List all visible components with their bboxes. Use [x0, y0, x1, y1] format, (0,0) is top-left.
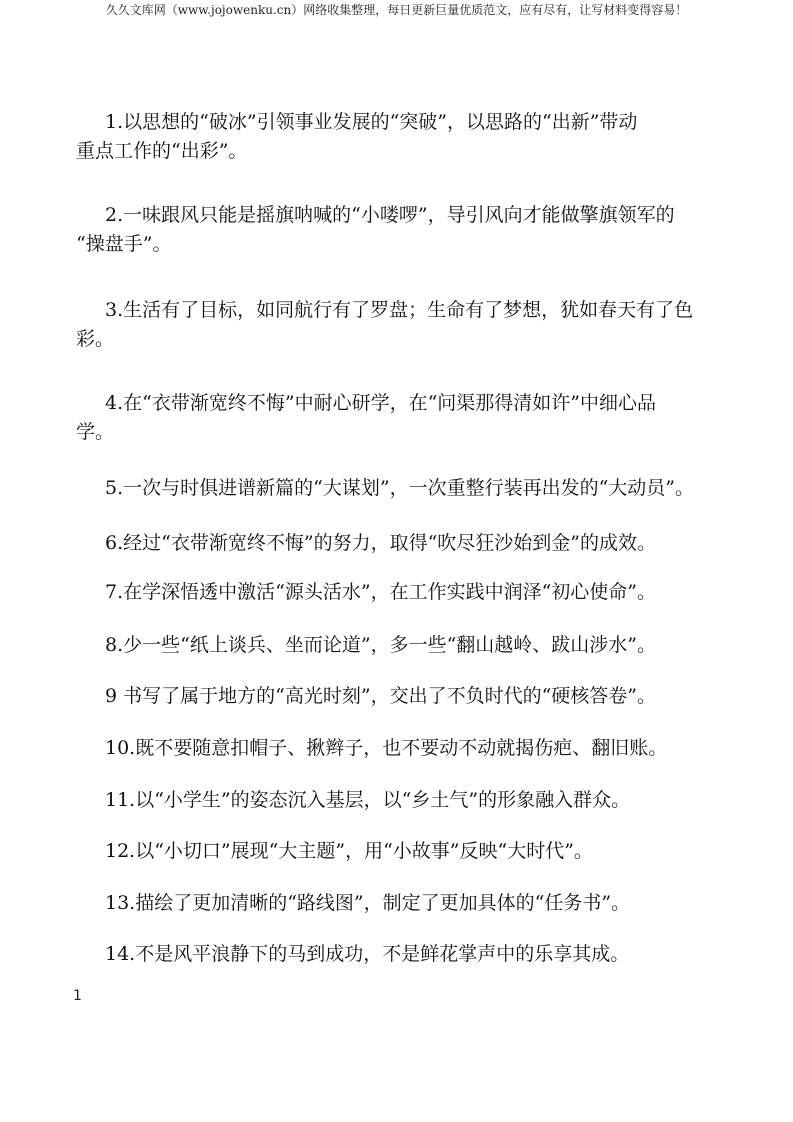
item-line-1 — [76, 296, 726, 325]
item-text: 少一些“纸上谈兵、坐而论道”，多一些“翻山越岭、跋山涉水”。 — [123, 634, 656, 656]
item-text: 在学深悟透中激活“源头活水”，在工作实践中润泽“初心使命”。 — [123, 581, 656, 603]
list-item-6 — [76, 529, 726, 558]
list-item-4 — [76, 389, 726, 447]
list-item-3 — [76, 296, 726, 354]
item-text: 描绘了更加清晰的“路线图”，制定了更加具体的“任务书”。 — [135, 892, 631, 914]
item-text: 以“小切口”展现“大主题”，用“小故事”反映“大时代”。 — [135, 840, 593, 862]
item-line-1 — [76, 108, 726, 137]
list-item-1 — [76, 108, 726, 166]
item-number: 1. — [105, 111, 124, 133]
item-text: 生活有了目标，如同航行有了罗盘；生命有了梦想，犹如春天有了色 — [123, 299, 694, 321]
page-number: 1 — [73, 988, 82, 1004]
list-item-5 — [76, 474, 726, 503]
item-number: 7. — [105, 581, 124, 603]
item-line-1 — [76, 201, 726, 230]
list-item-7 — [76, 578, 726, 607]
item-line-1 — [76, 389, 726, 418]
item-text: 书写了属于地方的“高光时刻”，交出了不负时代的“硬核答卷”。 — [123, 685, 656, 707]
item-text: 以思想的“破冰”引领事业发展的“突破”，以思路的“出新”带动 — [123, 111, 638, 133]
item-number: 2. — [105, 204, 124, 226]
item-number: 11. — [105, 789, 136, 811]
list-item-13 — [76, 889, 726, 918]
item-line-2: 彩。 — [76, 328, 115, 350]
site-header: 久久文库网（www.jojowenku.cn）网络收集整理，每日更新巨量优质范文，应有尽有，让写材料变得容易！ — [105, 3, 688, 17]
list-item-8 — [76, 631, 726, 660]
list-item-12 — [76, 837, 726, 866]
list-item-10 — [76, 734, 726, 763]
item-line-2: “操盘手”。 — [76, 233, 172, 255]
list-item-11 — [76, 786, 726, 815]
item-text: 一味跟风只能是摇旗呐喊的“小喽啰”，导引风向才能做擎旗领军的 — [123, 204, 675, 226]
item-text: 以“小学生”的姿态沉入基层，以“乡土气”的形象融入群众。 — [135, 789, 631, 811]
item-number: 4. — [105, 392, 124, 414]
item-number: 5. — [105, 477, 124, 499]
item-number: 14. — [105, 943, 136, 965]
item-text: 一次与时俱进谱新篇的“大谋划”，一次重整行装再出发的“大动员”。 — [123, 477, 694, 499]
item-number: 13. — [105, 892, 136, 914]
list-item-14 — [76, 940, 726, 969]
item-number: 12. — [105, 840, 136, 862]
list-item-9 — [76, 682, 726, 711]
item-number: 3. — [105, 299, 124, 321]
item-text: 既不要随意扣帽子、揪辫子，也不要动不动就揭伤疤、翻旧账。 — [135, 737, 668, 759]
item-number: 8. — [105, 634, 124, 656]
item-number: 9 — [105, 685, 124, 707]
item-text: 在“衣带渐宽终不悔”中耐心研学，在“问渠那得清如许”中细心品 — [123, 392, 656, 414]
item-text: 经过“衣带渐宽终不悔”的努力，取得“吹尽狂沙始到金”的成效。 — [123, 532, 656, 554]
item-line-2: 重点工作的“出彩”。 — [76, 140, 248, 162]
list-item-2 — [76, 201, 726, 259]
item-number: 10. — [105, 737, 136, 759]
item-number: 6. — [105, 532, 124, 554]
item-line-2: 学。 — [76, 421, 115, 443]
item-text: 不是风平浪静下的马到成功，不是鲜花掌声中的乐享其成。 — [135, 943, 630, 965]
